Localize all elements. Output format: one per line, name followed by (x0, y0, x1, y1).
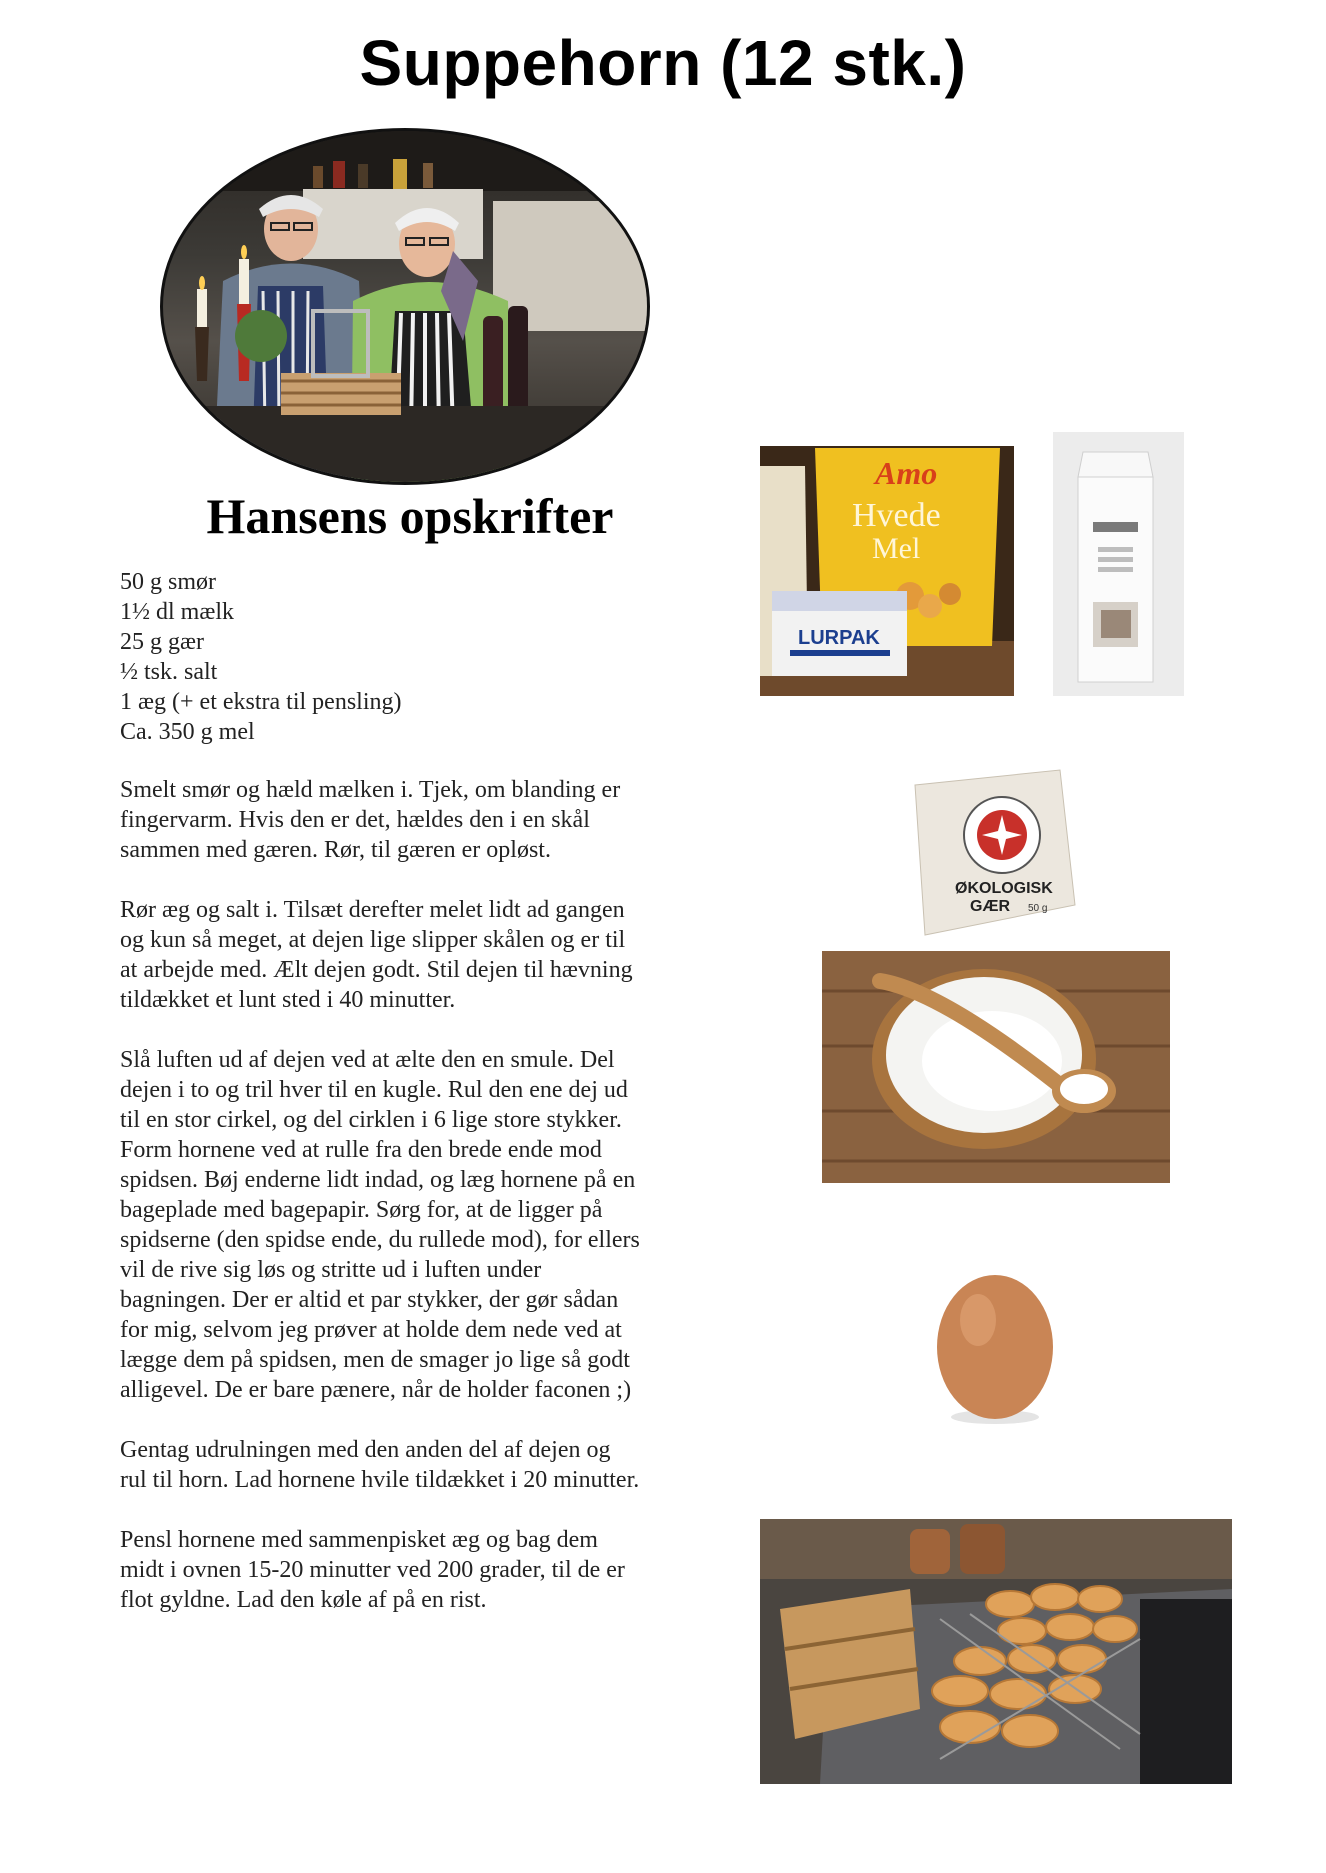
method-step: Gentag udrulningen med den anden del af dejen og rul til horn. Lad hornene hvile tildækket i 20 minutter. (120, 1437, 640, 1493)
salt-bowl-illustration (822, 951, 1170, 1183)
egg-illustration (930, 1265, 1060, 1430)
method-step: Slå luften ud af dejen ved at ælte den en smule. Del dejen i to og tril hver til en kugle. Rul den ene dej ud til en stor cirkel, og del cirklen i 6 lige store stykker. Form hornene ved at rulle fra den brede ende mod spidsen. Bøj enderne lidt indad, og læg hornene på en bageplade med bagepapir. Sørg for, at de ligger på spidserne (den spidse ende, du rullede mod), for ellers vil de rive sig løs og stritte ud i luften under bagningen. Der er altid et par stykker, der gør sådan for mig, selvom jeg prøver at holde dem nede ved at lægge dem på spidsen, men de smager jo lige så godt alligevel. De er bare pænere, når de holder faconen ;) (120, 1047, 640, 1403)
milk-carton-photo (1053, 432, 1184, 696)
salt-bowl-photo (822, 951, 1170, 1183)
method-step: Pensl hornene med sammenpisket æg og bag dem midt i ovnen 15-20 minutter ved 200 grader, til de er flot gyldne. Lad den køle af på en rist. (120, 1527, 625, 1613)
cooks-illustration (163, 131, 650, 485)
recipe-collection-title: Hansens opskrifter (206, 488, 614, 544)
flour-butter-photo (760, 446, 1014, 696)
flour-name-line2: Mel (872, 532, 921, 565)
yeast-name-line1: ØKOLOGISK (955, 880, 1053, 897)
ingredient-item: 50 g smør (120, 569, 216, 595)
yeast-weight: 50 g (1028, 903, 1048, 914)
ingredient-item: 25 g gær (120, 629, 204, 655)
ingredient-list (120, 567, 401, 747)
baked-horns-photo (760, 1519, 1232, 1784)
butter-brand-text: LURPAK (798, 627, 880, 649)
method-steps (120, 775, 640, 1645)
method-step: Smelt smør og hæld mælken i. Tjek, om blanding er fingervarm. Hvis den er det, hældes den i en skål sammen med gæren. Rør, til gæren er opløst. (120, 777, 621, 863)
ingredient-item: 1½ dl mælk (120, 599, 235, 625)
ingredient-item: Ca. 350 g mel (120, 719, 255, 745)
milk-carton-illustration (1053, 432, 1184, 696)
baked-horns-illustration (760, 1519, 1232, 1784)
yeast-name-line2: GÆR (970, 898, 1010, 915)
ingredient-item: ½ tsk. salt (120, 659, 218, 685)
yeast-package-photo (910, 765, 1080, 940)
flour-name-line1: Hvede (852, 497, 941, 534)
flour-brand-text: Amo (875, 455, 938, 491)
method-step: Rør æg og salt i. Tilsæt derefter melet lidt ad gangen og kun så meget, at dejen lige slipper skålen og er til at arbejde med. Ælt dejen godt. Stil dejen til hævning tildækket et lunt sted i 40 minutter. (120, 897, 633, 1013)
yeast-illustration (910, 765, 1080, 940)
egg-photo (930, 1265, 1060, 1430)
recipe-title: Suppehorn (12 stk.) (359, 27, 967, 99)
flour-butter-illustration (760, 446, 1014, 696)
ingredient-item: 1 æg (+ et ekstra til pensling) (120, 689, 402, 715)
cooks-portrait-photo (160, 128, 650, 485)
